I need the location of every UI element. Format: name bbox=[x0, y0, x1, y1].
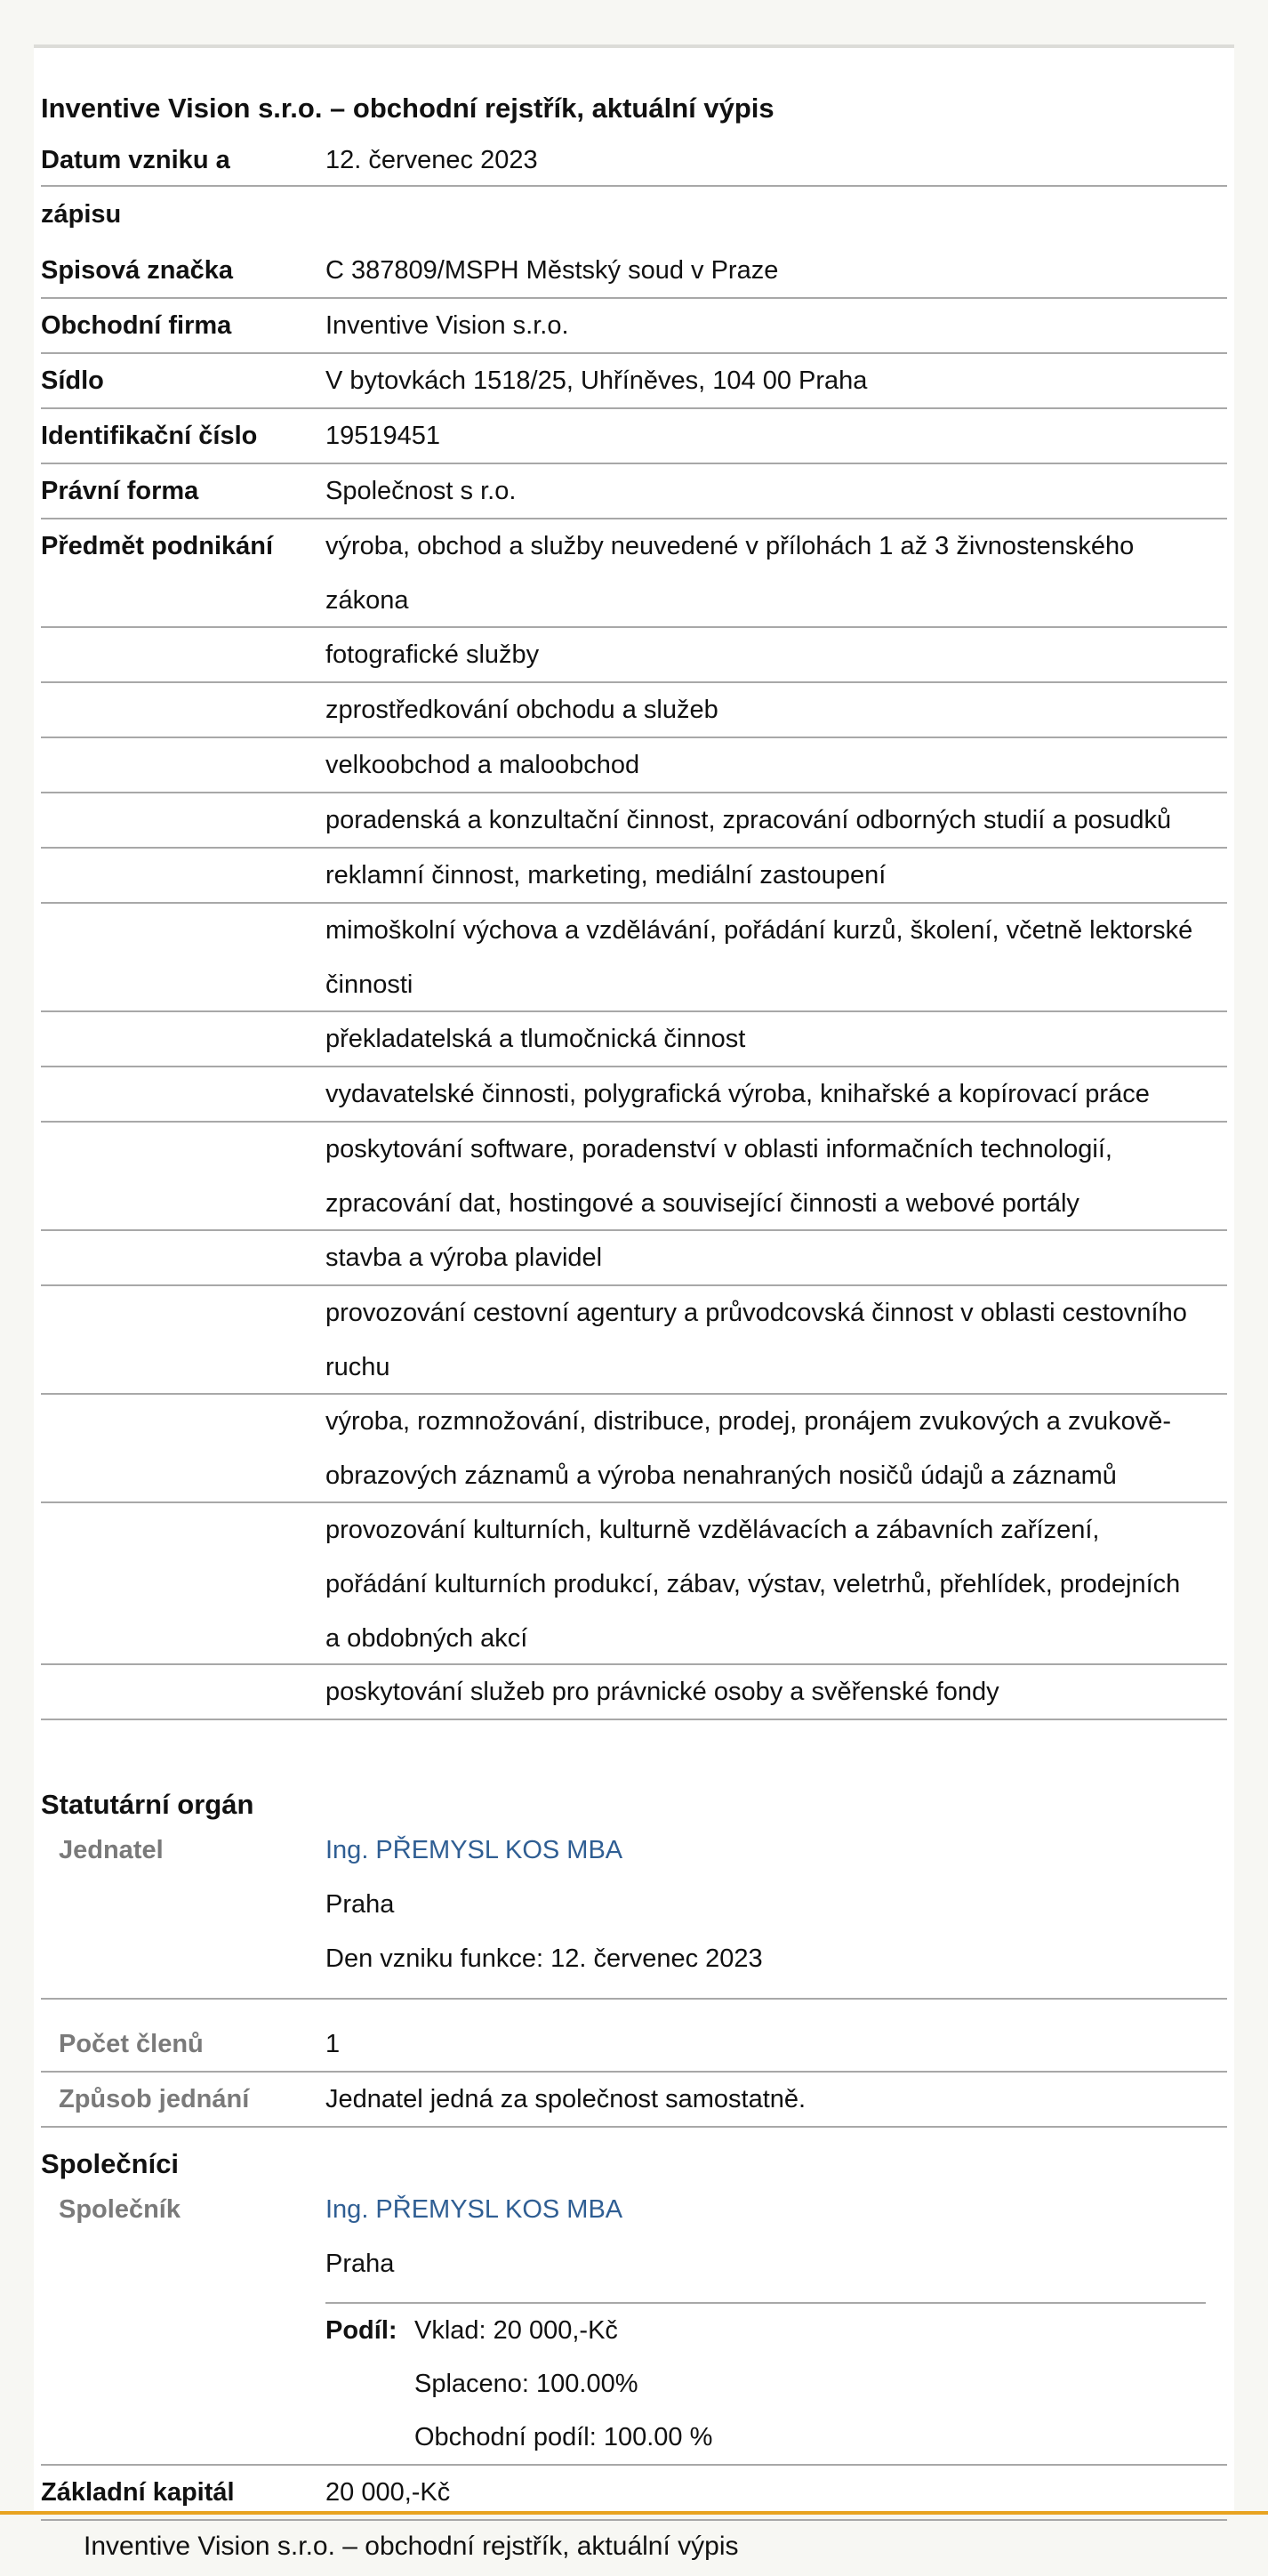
value-spisova-znacka: C 387809/MSPH Městský soud v Praze bbox=[325, 256, 779, 285]
label-pravni-forma: Právní forma bbox=[41, 477, 199, 505]
jednatel-city: Praha bbox=[325, 1890, 395, 1919]
activity-text bbox=[325, 1012, 1224, 1067]
share-values bbox=[414, 2304, 712, 2464]
value-jednatel bbox=[325, 1823, 1224, 1986]
value-pocet-clenu: 1 bbox=[325, 2030, 341, 2058]
activity-text bbox=[325, 519, 1224, 628]
activity-line: provozování cestovní agentury a průvodcovská činnost v oblasti cestovního bbox=[325, 1299, 1187, 1327]
row-obchodni-firma bbox=[41, 299, 1227, 354]
row-datum-vzniku bbox=[41, 133, 1227, 240]
activity-line: obrazových záznamů a výroba nenahraných nosičů údajů a záznamů bbox=[325, 1461, 1117, 1490]
activity-row bbox=[41, 793, 1227, 849]
label-sidlo: Sídlo bbox=[41, 366, 104, 395]
label-spolecnik: Společník bbox=[59, 2195, 181, 2224]
activity-row bbox=[41, 1395, 1227, 1503]
activity-text bbox=[325, 793, 1224, 848]
activity-text bbox=[325, 683, 1224, 737]
activity-line: překladatelská a tlumočnická činnost bbox=[325, 1025, 746, 1053]
activity-line: vydavatelské činnosti, polygrafická výroba, knihařské a kopírovací práce bbox=[325, 1080, 1150, 1108]
link-spolecnik-name[interactable]: Ing. PŘEMYSL KOS MBA bbox=[325, 2195, 623, 2224]
activity-row bbox=[41, 1067, 1227, 1123]
row-sidlo bbox=[41, 354, 1227, 409]
activity-row bbox=[41, 1286, 1227, 1395]
activity-text bbox=[325, 904, 1224, 1012]
activity-line: výroba, rozmnožování, distribuce, prodej, pronájem zvukových a zvukově- bbox=[325, 1407, 1171, 1436]
footer-accent-bar bbox=[0, 2511, 1268, 2515]
activity-line: provozování kulturních, kulturně vzdělávacích a zábavních zařízení, bbox=[325, 1516, 1100, 1544]
activity-row bbox=[41, 1503, 1227, 1665]
value-spolecnik bbox=[325, 2183, 1224, 2291]
activity-text bbox=[325, 1231, 1224, 1285]
activity-text bbox=[325, 849, 1224, 903]
label-datum-vzniku: Datum vzniku a zápisu bbox=[41, 146, 230, 229]
activity-text bbox=[325, 1286, 1224, 1395]
activity-row bbox=[41, 683, 1227, 738]
value-identifikacni-cislo: 19519451 bbox=[325, 422, 441, 450]
label-pocet-clenu: Počet členů bbox=[59, 2030, 204, 2058]
activity-line: zprostředkování obchodu a služeb bbox=[325, 696, 718, 724]
activity-line: zákona bbox=[325, 586, 409, 615]
value-zpusob-jednani: Jednatel jedná za společnost samostatně. bbox=[325, 2085, 807, 2113]
activity-row bbox=[41, 1231, 1227, 1286]
row-pravni-forma bbox=[41, 464, 1227, 519]
activity-line: mimoškolní výchova a vzdělávání, pořádání kurzů, školení, včetně lektorské bbox=[325, 916, 1193, 945]
value-sidlo: V bytovkách 1518/25, Uhříněves, 104 00 Praha bbox=[325, 366, 868, 395]
activity-line: velkoobchod a maloobchod bbox=[325, 751, 640, 779]
activity-text bbox=[325, 738, 1224, 793]
activity-line: činnosti bbox=[325, 970, 413, 999]
activity-line: a obdobných akcí bbox=[325, 1624, 528, 1653]
value-splaceno: Splaceno: 100.00% bbox=[414, 2370, 638, 2398]
row-zpusob-jednani bbox=[41, 2073, 1227, 2128]
link-jednatel-name[interactable]: Ing. PŘEMYSL KOS MBA bbox=[325, 1836, 623, 1864]
activity-line: fotografické služby bbox=[325, 640, 540, 669]
row-spisova-znacka bbox=[41, 185, 1227, 187]
activity-text bbox=[325, 1503, 1224, 1666]
value-vklad: Vklad: 20 000,-Kč bbox=[414, 2316, 618, 2345]
label-spisova-znacka: Spisová značka bbox=[41, 256, 233, 285]
activity-line: poradenská a konzultační činnost, zpracování odborných studií a posudků bbox=[325, 806, 1172, 834]
heading-statutarni-organ: Statutární orgán bbox=[41, 1789, 254, 1820]
activity-line: pořádání kulturních produkcí, zábav, výstav, veletrhů, přehlídek, prodejních bbox=[325, 1570, 1181, 1598]
activity-line: zpracování dat, hostingové a související činnosti a webové portály bbox=[325, 1189, 1079, 1218]
footer-title: Inventive Vision s.r.o. – obchodní rejstřík, aktuální výpis bbox=[84, 2532, 739, 2561]
label-predmet-podnikani: Předmět podnikání bbox=[41, 532, 274, 560]
activity-text bbox=[325, 1665, 1224, 1719]
label-obchodni-firma: Obchodní firma bbox=[41, 311, 232, 340]
document-sheet bbox=[34, 48, 1234, 2514]
row-identifikacni-cislo bbox=[41, 409, 1227, 464]
label-identifikacni-cislo: Identifikační číslo bbox=[41, 422, 258, 450]
activity-row bbox=[41, 738, 1227, 793]
activity-row bbox=[41, 904, 1227, 1012]
label-zakladni-kapital: Základní kapitál bbox=[41, 2478, 235, 2507]
spolecnik-city: Praha bbox=[325, 2250, 395, 2278]
activity-row bbox=[41, 519, 1227, 628]
activity-line: výroba, obchod a služby neuvedené v přílohách 1 až 3 živnostenského bbox=[325, 532, 1135, 560]
activity-text bbox=[325, 628, 1224, 682]
activity-row bbox=[41, 1123, 1227, 1231]
activity-row bbox=[41, 849, 1227, 904]
value-zakladni-kapital: 20 000,-Kč bbox=[325, 2478, 451, 2507]
jednatel-since: Den vzniku funkce: 12. červenec 2023 bbox=[325, 1944, 763, 1973]
activity-line: ruchu bbox=[325, 1353, 390, 1381]
row-spisova-znacka-content bbox=[41, 244, 1227, 299]
activity-text bbox=[325, 1123, 1224, 1231]
document-title: Inventive Vision s.r.o. – obchodní rejstřík, aktuální výpis bbox=[41, 93, 774, 124]
activity-line: poskytování služeb pro právnické osoby a svěřenské fondy bbox=[325, 1678, 999, 1706]
row-pocet-clenu bbox=[41, 2017, 1227, 2073]
label-podil: Podíl: bbox=[325, 2316, 397, 2345]
activity-text bbox=[325, 1067, 1224, 1122]
activity-row bbox=[41, 1012, 1227, 1067]
activity-line: stavba a výroba plavidel bbox=[325, 1244, 603, 1272]
value-obchodni-firma: Inventive Vision s.r.o. bbox=[325, 311, 569, 340]
label-jednatel: Jednatel bbox=[59, 1836, 164, 1864]
activity-line: reklamní činnost, marketing, mediální zastoupení bbox=[325, 861, 887, 890]
row-jednatel bbox=[41, 1823, 1227, 2000]
value-obchodni-podil: Obchodní podíl: 100.00 % bbox=[414, 2423, 713, 2451]
heading-spolecnici: Společníci bbox=[41, 2148, 180, 2179]
activity-line: poskytování software, poradenství v oblasti informačních technologií, bbox=[325, 1135, 1112, 1163]
value-pravni-forma: Společnost s r.o. bbox=[325, 477, 517, 505]
row-spolecnik bbox=[41, 2183, 1227, 2466]
activity-text bbox=[325, 1395, 1224, 1503]
label-zpusob-jednani: Způsob jednání bbox=[59, 2085, 250, 2113]
activity-row bbox=[41, 628, 1227, 683]
activity-row bbox=[41, 1665, 1227, 1720]
value-datum-vzniku: 12. červenec 2023 bbox=[325, 146, 538, 174]
